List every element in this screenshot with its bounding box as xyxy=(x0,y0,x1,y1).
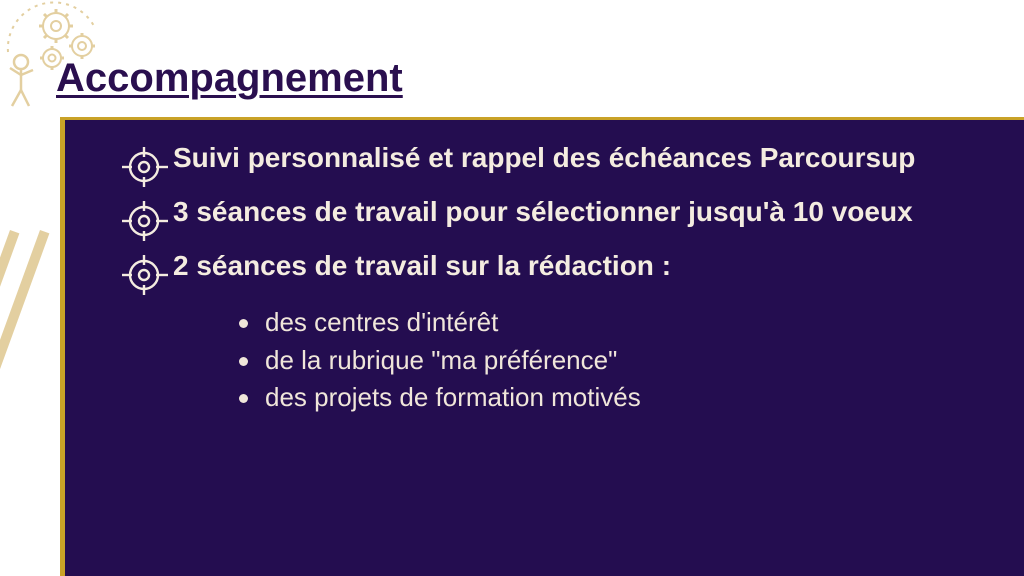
list-item-text: Suivi personnalisé et rappel des échéances Parcoursup xyxy=(173,142,916,173)
list-item-text: 2 séances de travail sur la rédaction : xyxy=(173,250,672,281)
list-item-text: 3 séances de travail pour sélectionner jusqu'à 10 voeux xyxy=(173,196,913,227)
sub-list-item: de la rubrique "ma préférence" xyxy=(235,342,1004,380)
sub-bullet-list xyxy=(235,304,1004,417)
bullet-list xyxy=(115,138,1004,417)
list-item xyxy=(115,246,1004,298)
target-icon xyxy=(115,144,173,190)
target-icon xyxy=(115,252,173,298)
sub-list-item: des projets de formation motivés xyxy=(235,379,1004,417)
list-item xyxy=(115,192,1004,244)
stripes-decoration xyxy=(0,230,62,576)
sub-list-item: des centres d'intérêt xyxy=(235,304,1004,342)
list-item xyxy=(115,138,1004,190)
content-panel xyxy=(60,117,1024,576)
page-title: Accompagnement xyxy=(56,56,403,100)
target-icon xyxy=(115,198,173,244)
